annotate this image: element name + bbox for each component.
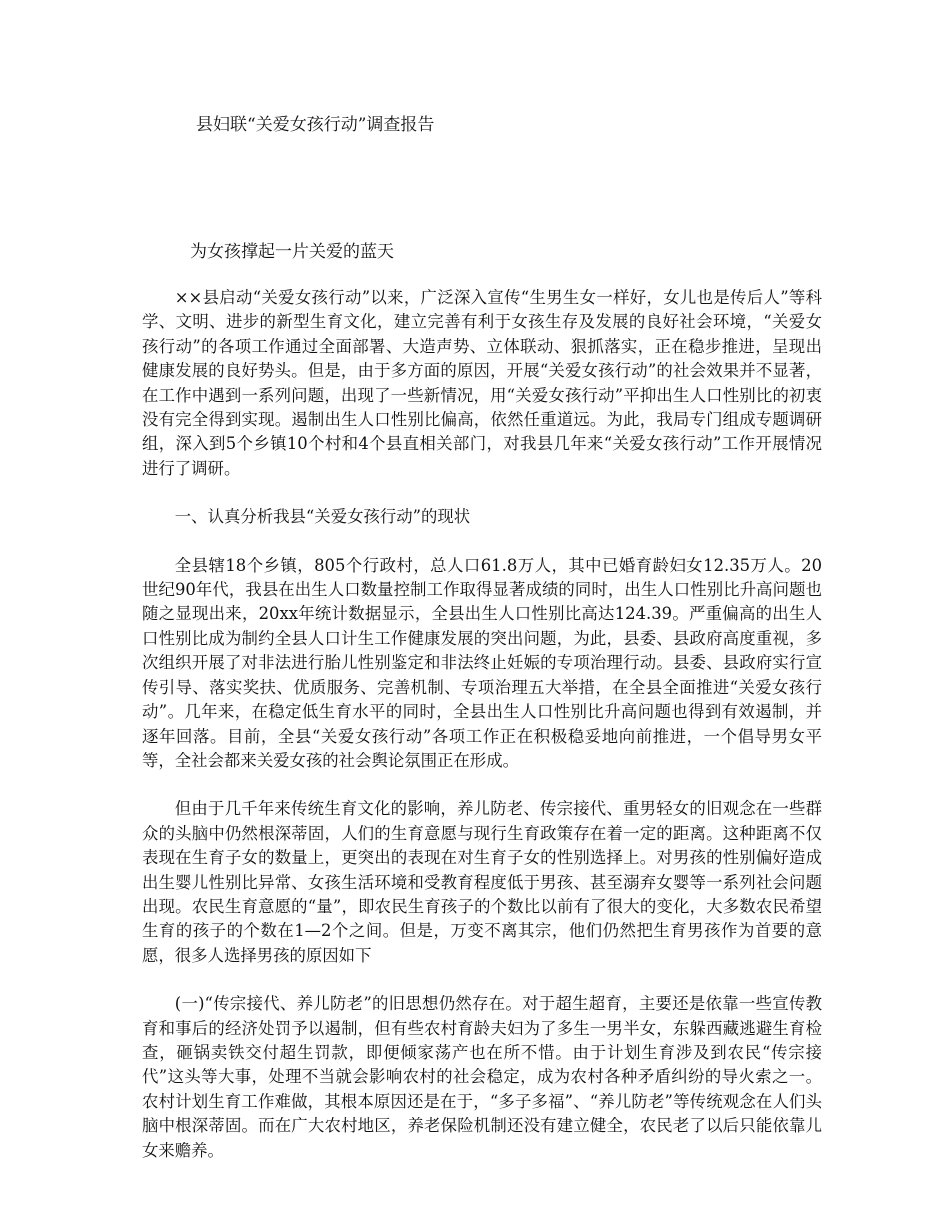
document-subtitle: 为女孩撑起一片关爱的蓝天 bbox=[190, 242, 394, 262]
problem-paragraph: 但由于几千年来传统生育文化的影响，养儿防老、传宗接代、重男轻女的旧观念在一些群众的头脑中仍然根深蒂固，人们的生育意愿与现行生育政策存在着一定的距离。这种距离不仅表现在生育子女的数量上，更突出的表现在对生育子女的性别选择上。对男孩的性别偏好造成出生婴儿性别比异常、女孩生活环境和受教育程度低于男孩、甚至溺弃女婴等一系列社会问题出现。农民生育意愿的“量”，即农民生育孩子的个数比以前有了很大的变化，大多数农民希望生育的孩子的个数在1—2个之间。但是，万变不离其宗，他们仍然把生育男孩作为首要的意愿，很多人选择男孩的原因如下 bbox=[142, 799, 822, 965]
document-body bbox=[142, 286, 822, 1187]
reason-paragraph-1: (一)“传宗接代、养儿防老”的旧思想仍然存在。对于超生超育，主要还是依靠一些宣传教育和事后的经济处罚予以遏制，但有些农村育龄夫妇为了多生一男半女，东躲西藏逃避生育检查，砸锅卖铁交付超生罚款，即便倾家荡产也在所不惜。由于计划生育涉及到农民“传宗接代”这头等大事，处理不当就会影响农村的社会稳定，成为农村各种矛盾纠纷的导火索之一。农村计划生育工作难做，其根本原因还是在于，“多子多福”、“养儿防老”等传统观念在人们头脑中根深蒂固。而在广大农村地区，养老保险机制还没有建立健全，农民老了以后只能依靠儿女来赡养。 bbox=[142, 994, 822, 1160]
section-heading-1: 一、认真分析我县“关爱女孩行动”的现状 bbox=[174, 507, 471, 527]
intro-paragraph: ××县启动“关爱女孩行动”以来，广泛深入宣传“生男生女一样好，女儿也是传后人”等科学、文明、进步的新型生育文化，建立完善有利于女孩生存及发展的良好社会环境，“关爱女孩行动”的各项工作通过全面部署、大造声势、立体联动、狠抓落实，正在稳步推进，呈现出健康发展的良好势头。但是，由于多方面的原因，开展“关爱女孩行动”的社会效果并不显著，在工作中遇到一系列问题，出现了一些新情况，用“关爱女孩行动”平抑出生人口性别比的初衷没有完全得到实现。遏制出生人口性别比偏高，依然任重道远。为此，我局专门组成专题调研组，深入到5个乡镇10个村和4个县直相关部门，对我县几年来“关爱女孩行动”工作开展情况进行了调研。 bbox=[142, 288, 822, 478]
status-paragraph: 全县辖18个乡镇，805个行政村，总人口61.8万人，其中已婚育龄妇女12.35万人。20世纪90年代，我县在出生人口数量控制工作取得显著成绩的同时，出生人口性别比升高问题也随之显现出来，20xx年统计数据显示，全县出生人口性别比高达124.39。严重偏高的出生人口性别比成为制约全县人口计生工作健康发展的突出问题，为此，县委、县政府高度重视，多次组织开展了对非法进行胎儿性别鉴定和非法终止妊娠的专项治理行动。县委、县政府实行宣传引导、落实奖扶、优质服务、完善机制、专项治理五大举措，在全县全面推进“关爱女孩行动”。几年来，在稳定低生育水平的同时，全县出生人口性别比升高问题也得到有效遏制，并逐年回落。目前，全县“关爱女孩行动”各项工作正在积极稳妥地向前推进，一个倡导男女平等，全社会都来关爱女孩的社会舆论氛围正在形成。 bbox=[142, 555, 822, 770]
document-title: 县妇联“关爱女孩行动”调查报告 bbox=[196, 115, 435, 135]
